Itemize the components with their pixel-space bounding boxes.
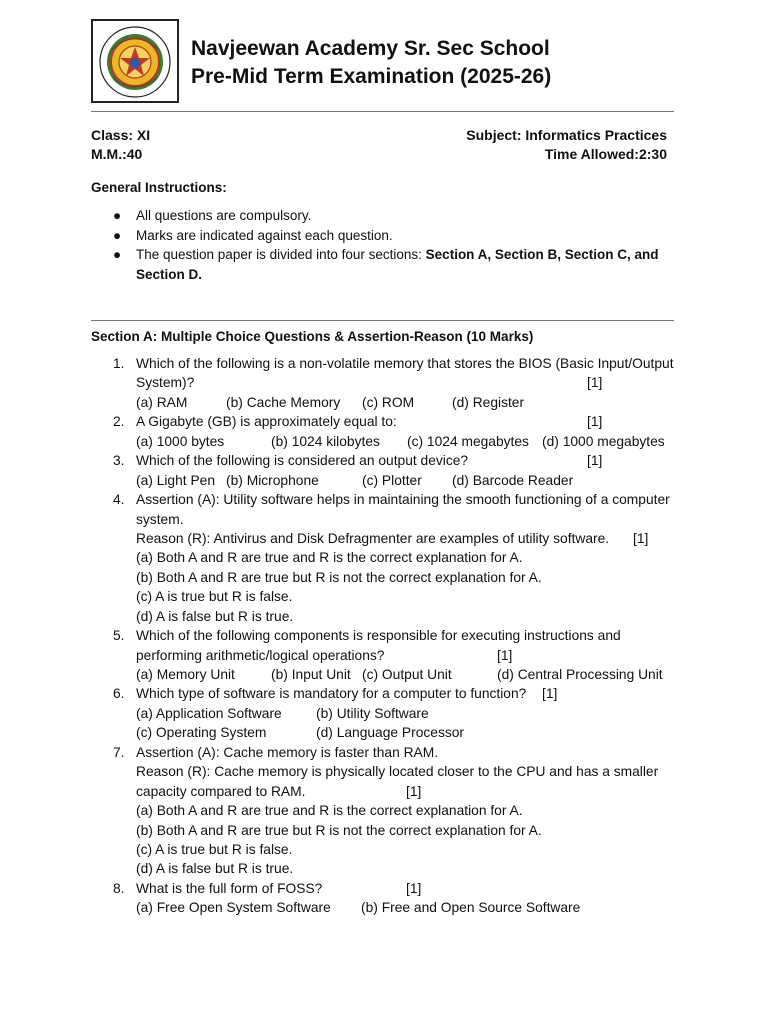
bullet-icon: ● — [113, 208, 122, 223]
sections-list-text: Section D. — [136, 266, 203, 282]
instruction-item: ● Marks are indicated against each question. — [113, 226, 675, 246]
question-6 — [113, 684, 678, 742]
question-text: What is the full form of FOSS? — [136, 880, 323, 896]
option: (d) Central Processing Unit — [497, 667, 663, 682]
school-logo — [91, 19, 179, 103]
marks-label: [1] — [406, 783, 422, 799]
marks-label: [1] — [497, 647, 513, 663]
option: (a) 1000 bytes — [136, 433, 225, 449]
marks-label: [1] — [587, 414, 603, 430]
question-number: 5. — [113, 628, 125, 644]
option: (a) Application Software — [136, 705, 282, 721]
question-number: 3. — [113, 453, 125, 469]
option: (a) Free Open System Software — [136, 900, 331, 916]
instruction-item: ● All questions are compulsory. — [113, 206, 675, 226]
question-number: 4. — [113, 492, 125, 508]
section-a-heading: Section A: Multiple Choice Questions & Assertion-Reason (10 Marks) — [91, 329, 534, 344]
question-2 — [113, 412, 678, 451]
option: (b) 1024 kilobytes — [271, 433, 380, 449]
option: (d) Language Processor — [316, 725, 465, 741]
marks-label: [1] — [542, 686, 558, 702]
option: (d) Barcode Reader — [452, 472, 574, 488]
question-4 — [113, 490, 678, 626]
option: (b) Input Unit — [271, 667, 351, 682]
marks-label: [1] — [587, 375, 603, 391]
subject-label: Subject: Informatics Practices — [466, 127, 667, 143]
question-5 — [113, 626, 678, 684]
question-number: 8. — [113, 880, 125, 896]
option: (a) Both A and R are true and R is the correct explanation for A. — [136, 803, 523, 819]
reason-text: Reason (R): Cache memory is physically located closer to the CPU and has a smaller — [136, 764, 659, 780]
marks-label: [1] — [633, 530, 649, 546]
question-text: A Gigabyte (GB) is approximately equal to: — [136, 414, 397, 430]
reason-text: capacity compared to RAM. — [136, 783, 306, 799]
option: (b) Free and Open Source Software — [361, 900, 581, 916]
general-instructions-heading: General Instructions: — [91, 180, 227, 195]
bullet-icon: ● — [113, 247, 122, 263]
option: (d) Register — [452, 394, 525, 410]
option: (c) Plotter — [362, 472, 422, 488]
class-label: Class: XI — [91, 127, 151, 143]
assertion-text: Assertion (A): Utility software helps in maintaining the smooth functioning of a computer — [136, 492, 670, 508]
school-name: Navjeewan Academy Sr. Sec School — [191, 37, 550, 60]
sections-list-text: Section A, Section B, Section C, and — [425, 247, 659, 263]
assertion-text: Assertion (A): Cache memory is faster than RAM. — [136, 744, 439, 760]
option: (d) 1000 megabytes — [542, 433, 665, 449]
time-allowed-label: Time Allowed:2:30 — [544, 146, 667, 162]
question-number: 1. — [113, 356, 125, 371]
option: (b) Both A and R are true but R is not the correct explanation for A. — [136, 822, 542, 838]
option: (c) 1024 megabytes — [407, 433, 529, 449]
option: (c) A is true but R is false. — [136, 841, 293, 857]
question-3 — [113, 451, 678, 490]
option: (c) ROM — [362, 394, 415, 410]
question-8 — [113, 879, 678, 918]
question-text: Which of the following is considered an output device? — [136, 453, 469, 469]
option: (c) Operating System — [136, 725, 267, 741]
option: (d) A is false but R is true. — [136, 861, 294, 877]
instruction-item: ● The question paper is divided into four sections: Section A, Section B, Section C, and Section D. — [113, 247, 659, 282]
exam-title: Pre-Mid Term Examination (2025-26) — [191, 65, 552, 88]
question-text: Which of the following is a non-volatile memory that stores the BIOS (Basic Input/Output — [136, 356, 674, 371]
question-text: performing arithmetic/logical operations? — [136, 647, 385, 663]
option: (a) Both A and R are true and R is the correct explanation for A. — [136, 550, 523, 566]
question-list — [113, 354, 678, 918]
section-divider — [91, 320, 674, 321]
question-text: Which of the following components is responsible for executing instructions and — [136, 628, 621, 644]
question-1 — [113, 354, 678, 412]
option: (c) Output Unit — [362, 667, 452, 682]
option: (b) Microphone — [226, 472, 319, 488]
option: (b) Both A and R are true but R is not the correct explanation for A. — [136, 569, 542, 585]
marks-label: [1] — [406, 880, 422, 896]
assertion-text: system. — [136, 511, 184, 527]
header-divider — [91, 111, 674, 112]
question-7 — [113, 743, 678, 879]
option: (b) Cache Memory — [226, 394, 341, 410]
instructions-list — [113, 206, 675, 284]
option: (d) A is false but R is true. — [136, 608, 294, 624]
option: (a) Light Pen — [136, 472, 215, 488]
max-marks-label: M.M.:40 — [91, 146, 143, 162]
question-text: Which type of software is mandatory for a computer to function? — [136, 686, 527, 702]
option: (a) Memory Unit — [136, 667, 235, 682]
question-number: 2. — [113, 414, 125, 430]
reason-text: Reason (R): Antivirus and Disk Defragmenter are examples of utility software. — [136, 530, 610, 546]
question-number: 7. — [113, 744, 125, 760]
option: (a) RAM — [136, 394, 188, 410]
marks-label: [1] — [587, 453, 603, 469]
question-text: System)? — [136, 375, 195, 391]
option: (b) Utility Software — [316, 705, 429, 721]
option: (c) A is true but R is false. — [136, 589, 293, 605]
bullet-icon: ● — [113, 227, 122, 243]
question-number: 6. — [113, 686, 125, 702]
